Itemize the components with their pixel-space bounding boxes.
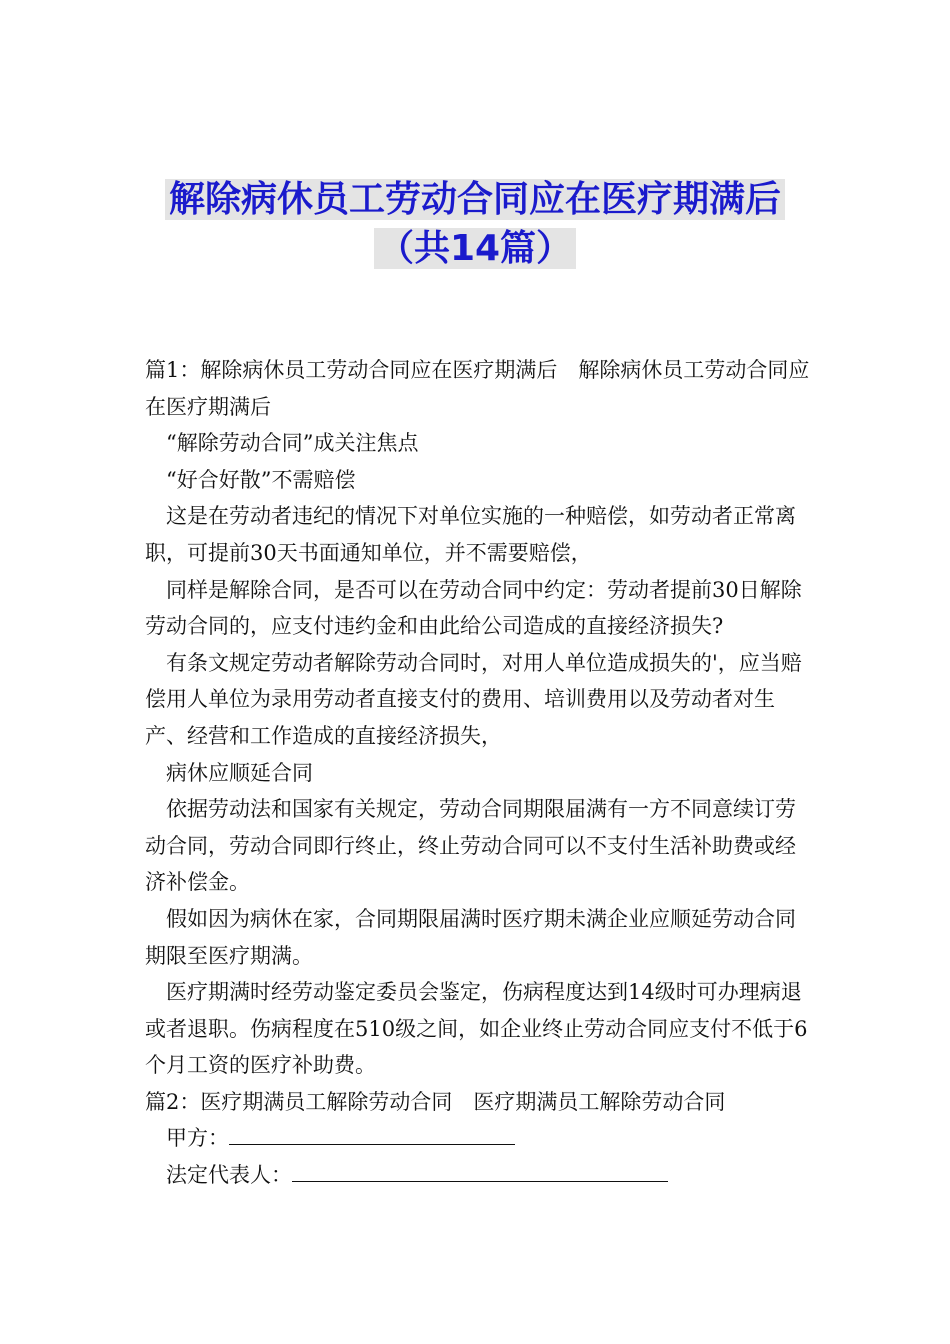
document-title-line2: （共14篇）	[0, 225, 950, 273]
legal-rep-blank	[292, 1159, 668, 1182]
paragraph: 有条文规定劳动者解除劳动合同时，对用人单位造成损失的'，应当赔偿用人单位为录用劳动者直接支付的费用、培训费用以及劳动者对生产、经营和工作造成的直接经济损失，	[145, 650, 802, 748]
party-a-line	[145, 1120, 813, 1157]
subheading-focus: “解除劳动合同”成关注焦点	[166, 431, 419, 456]
document-body	[145, 352, 813, 1194]
party-a-label: 甲方：	[166, 1126, 229, 1151]
subheading-no-compensation: “好合好散”不需赔偿	[166, 467, 356, 492]
paragraph: 依据劳动法和国家有关规定，劳动合同期限届满有一方不同意续订劳动合同，劳动合同即行终止，终止劳动合同可以不支付生活补助费或经济补偿金。	[145, 797, 796, 895]
legal-rep-line	[145, 1157, 813, 1194]
document-title-line1: 解除病休员工劳动合同应在医疗期满后	[0, 176, 950, 224]
paragraph: 医疗期满时经劳动鉴定委员会鉴定，伤病程度达到14级时可办理病退或者退职。伤病程度在510级之间，如企业终止劳动合同应支付不低于6个月工资的医疗补助费。	[145, 980, 808, 1078]
paragraph: 同样是解除合同，是否可以在劳动合同中约定：劳动者提前30日解除劳动合同的，应支付违约金和由此给公司造成的直接经济损失?	[145, 577, 802, 639]
paragraph: 这是在劳动者违纪的情况下对单位实施的一种赔偿，如劳动者正常离职，可提前30天书面通知单位，并不需要赔偿，	[145, 504, 796, 565]
subheading-sick-leave: 病休应顺延合同	[166, 760, 313, 785]
chapter-2-heading: 篇2：医疗期满员工解除劳动合同 医疗期满员工解除劳动合同	[145, 1089, 726, 1114]
chapter-1-heading: 篇1：解除病休员工劳动合同应在医疗期满后 解除病休员工劳动合同应在医疗期满后	[145, 358, 810, 419]
paragraph: 假如因为病休在家，合同期限届满时医疗期未满企业应顺延劳动合同期限至医疗期满。	[145, 906, 796, 968]
party-a-blank	[229, 1122, 515, 1145]
legal-rep-label: 法定代表人：	[166, 1163, 292, 1188]
